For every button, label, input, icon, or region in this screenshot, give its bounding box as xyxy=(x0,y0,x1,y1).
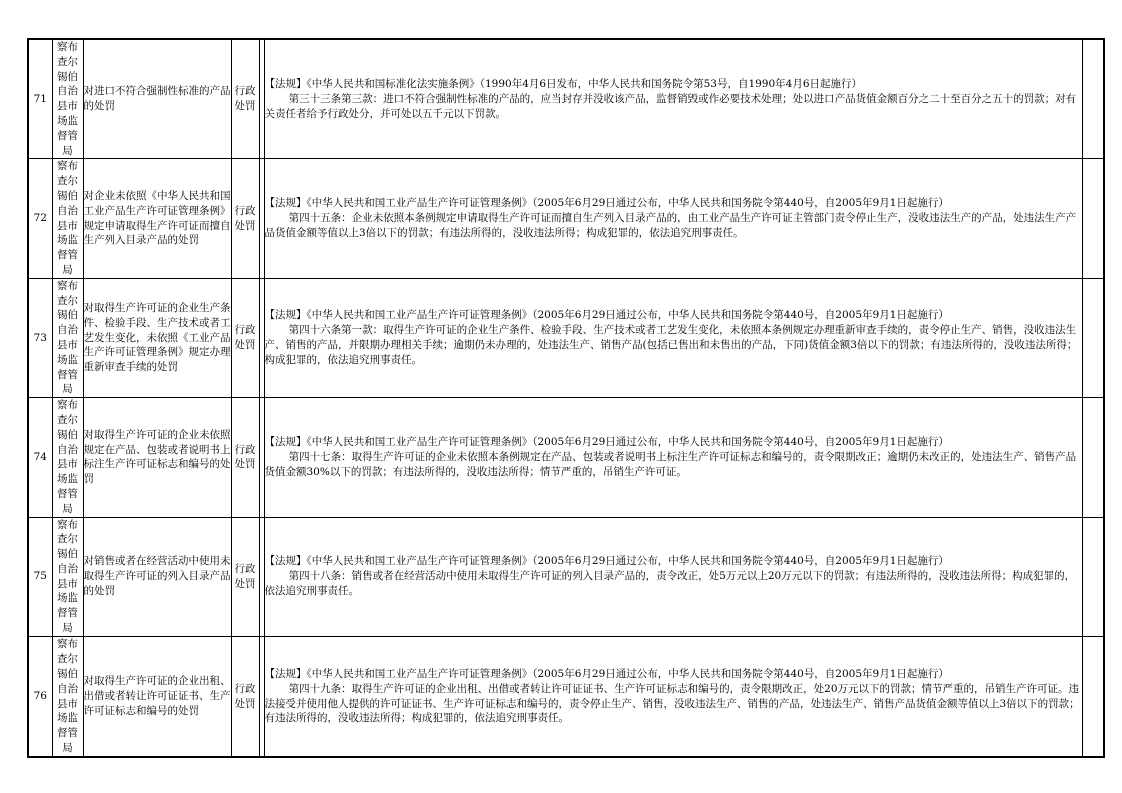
power-type-cell: 行政处罚 xyxy=(231,517,259,636)
legal-basis-cell xyxy=(264,159,1082,278)
row-number: 73 xyxy=(28,278,52,397)
law-clause: 第四十七条：取得生产许可证的企业未依照本条例规定在产品、包装或者说明书上标注生产许可证标志和编号的，责令限期改正；逾期仍未改正的，处违法生产、销售产品货值金额30%以下的罚款；有违法所得的，没收违法所得；情节严重的，吊销生产许可证。 xyxy=(264,450,1077,478)
penalty-item-cell: 对企业未依照《中华人民共和国工业产品生产许可证管理条例》规定申请取得生产许可证而擅自生产列入目录产品的处罚 xyxy=(83,159,231,278)
row-number: 74 xyxy=(28,398,52,517)
penalty-table xyxy=(27,38,1105,758)
power-type-cell: 行政处罚 xyxy=(231,636,259,757)
row-number: 75 xyxy=(28,517,52,636)
table-row xyxy=(28,398,1104,517)
legal-basis-cell xyxy=(264,636,1082,757)
law-clause: 第四十八条：销售或者在经营活动中使用未取得生产许可证的列入目录产品的，责令改正，处5万元以上20万元以下的罚款；有违法所得的，没收违法所得；构成犯罪的，依法追究刑事责任。 xyxy=(264,570,1076,598)
power-type-cell: 行政处罚 xyxy=(231,39,259,159)
legal-basis-cell xyxy=(264,517,1082,636)
power-type-cell: 行政处罚 xyxy=(231,159,259,278)
department-cell: 察布查尔锡伯自治县市场监督管局 xyxy=(52,517,83,636)
power-type-cell: 行政处罚 xyxy=(231,398,259,517)
table-row xyxy=(28,636,1104,757)
law-title: 【法规】《中华人民共和国工业产品生产许可证管理条例》（2005年6月29日通过公布，中华人民共和国务院令第440号，自2005年9月1日起施行） xyxy=(264,555,949,568)
law-title: 【法规】《中华人民共和国工业产品生产许可证管理条例》（2005年6月29日通过公布，中华人民共和国务院令第440号，自2005年9月1日起施行） xyxy=(264,309,949,322)
law-clause: 第四十九条：取得生产许可证的企业出租、出借或者转让许可证证书、生产许可证标志和编号的，责令限期改正，处20万元以下的罚款；情节严重的，吊销生产许可证。违法接受并使用他人提供的许可证证书、生产许可证标志和编号的，责令停止生产、销售，没收违法生产、销售的产品，处违法生产、销售产品货值金额等值以上3倍以下的罚款；有违法所得的，没收违法所得；构成犯罪的，依法追究刑事责任。 xyxy=(264,682,1080,725)
remarks-cell xyxy=(1082,517,1104,636)
legal-basis-cell xyxy=(264,39,1082,159)
law-title: 【法规】《中华人民共和国标准化法实施条例》（1990年4月6日发布，中华人民共和国务院令第53号，自1990年4月6日起施行） xyxy=(264,77,863,90)
law-title: 【法规】《中华人民共和国工业产品生产许可证管理条例》（2005年6月29日通过公布，中华人民共和国务院令第440号，自2005年9月1日起施行） xyxy=(264,668,949,681)
legal-basis-cell xyxy=(264,278,1082,397)
penalty-item-cell: 对取得生产许可证的企业未依照规定在产品、包装或者说明书上标注生产许可证标志和编号的处罚 xyxy=(83,398,231,517)
law-clause: 第三十三条第三款：进口不符合强制性标准的产品的，应当封存并没收该产品，监督销毁或作必要技术处理；处以进口产品货值金额百分之二十至百分之五十的罚款；对有关责任者给予行政处分，并可处以五千元以下罚款。 xyxy=(264,92,1077,120)
remarks-cell xyxy=(1082,278,1104,397)
remarks-cell xyxy=(1082,39,1104,159)
power-type-cell: 行政处罚 xyxy=(231,278,259,397)
row-number: 76 xyxy=(28,636,52,757)
remarks-cell xyxy=(1082,159,1104,278)
law-title: 【法规】《中华人民共和国工业产品生产许可证管理条例》（2005年6月29日通过公布，中华人民共和国务院令第440号，自2005年9月1日起施行） xyxy=(264,436,949,449)
remarks-cell xyxy=(1082,398,1104,517)
penalty-item-cell: 对销售或者在经营活动中使用未取得生产许可证的列入目录产品的处罚 xyxy=(83,517,231,636)
legal-basis-cell xyxy=(264,398,1082,517)
remarks-cell xyxy=(1082,636,1104,757)
table-row xyxy=(28,278,1104,397)
row-number: 71 xyxy=(28,39,52,159)
department-cell: 察布查尔锡伯自治县市场监督管局 xyxy=(52,636,83,757)
row-number: 72 xyxy=(28,159,52,278)
penalty-item-cell: 对进口不符合强制性标准的产品的处罚 xyxy=(83,39,231,159)
penalty-item-cell: 对取得生产许可证的企业生产条件、检验手段、生产技术或者工艺发生变化，未依照《工业产品生产许可证管理条例》规定办理重新审查手续的处罚 xyxy=(83,278,231,397)
law-title: 【法规】《中华人民共和国工业产品生产许可证管理条例》（2005年6月29日通过公布，中华人民共和国务院令第440号，自2005年9月1日起施行） xyxy=(264,197,949,210)
law-clause: 第四十六条第一款：取得生产许可证的企业生产条件、检验手段、生产技术或者工艺发生变化，未依照本条例规定办理重新审查手续的，责令停止生产、销售，没收违法生产、销售的产品，并限期办理相关手续；逾期仍未办理的，处违法生产、销售产品(包括已售出和未售出的产品，下同)货值金额3倍以下的罚款；有违法所得的，没收违法所得；构成犯罪的，依法追究刑事责任。 xyxy=(264,324,1078,366)
department-cell: 察布查尔锡伯自治县市场监督管局 xyxy=(52,278,83,397)
penalty-item-cell: 对取得生产许可证的企业出租、出借或者转让许可证证书、生产许可证标志和编号的处罚 xyxy=(83,636,231,757)
law-clause: 第四十五条：企业未依照本条例规定申请取得生产许可证而擅自生产列入目录产品的，由工业产品生产许可证主管部门责令停止生产，没收违法生产的产品，处违法生产产品货值金额等值以上3倍以下的罚款；有违法所得的，没收违法所得；构成犯罪的，依法追究刑事责任。 xyxy=(264,212,1077,239)
department-cell: 察布查尔锡伯自治县市场监督管局 xyxy=(52,39,83,159)
table-row xyxy=(28,39,1104,159)
table-row xyxy=(28,517,1104,636)
department-cell: 察布查尔锡伯自治县市场监督管局 xyxy=(52,398,83,517)
department-cell: 察布查尔锡伯自治县市场监督管局 xyxy=(52,159,83,278)
table-row xyxy=(28,159,1104,278)
